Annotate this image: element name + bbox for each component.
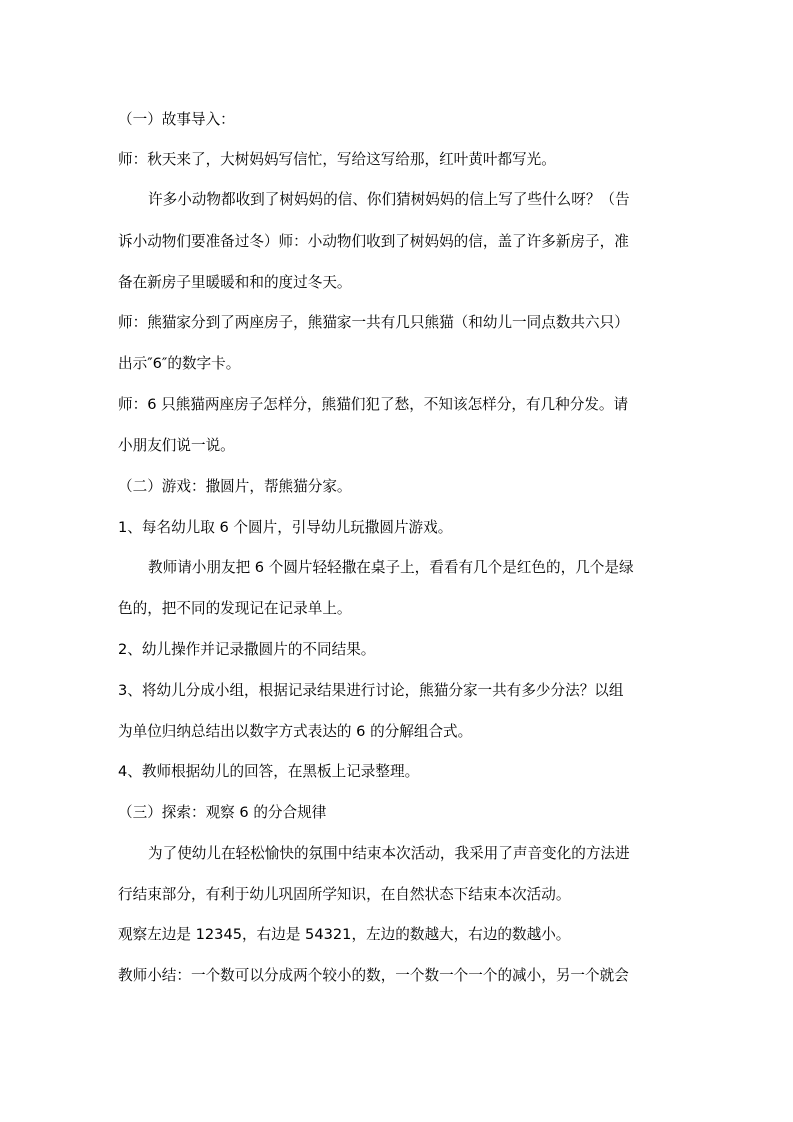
section-heading-game: （二）游戏：撒圆片，帮熊猫分家。 [118,478,352,495]
section-heading-story: （一）故事导入： [118,111,235,128]
paragraph-line: 许多小动物都收到了树妈妈的信、你们猜树妈妈的信上写了些什么呀？（告 [148,191,630,208]
paragraph-line: 4、教师根据幼儿的回答，在黑板上记录整理。 [118,763,420,780]
paragraph-line: 为了使幼儿在轻松愉快的氛围中结束本次活动，我采用了声音变化的方法进 [148,845,630,862]
paragraph-line: 观察左边是 12345，右边是 54321，左边的数越大，右边的数越小。 [118,926,571,943]
paragraph-line: 师：秋天来了，大树妈妈写信忙，写给这写给那，红叶黄叶都写光。 [118,151,556,168]
paragraph-line: 出示″6″的数字卡。 [118,355,241,372]
paragraph-line: 备在新房子里暖暖和和的度过冬天。 [118,274,352,291]
paragraph-line: 色的，把不同的发现记在记录单上。 [118,600,352,617]
paragraph-line: 小朋友们说一说。 [118,437,235,454]
paragraph-line: 3、将幼儿分成小组，根据记录结果进行讨论，熊猫分家一共有多少分法？以组 [118,682,624,699]
paragraph-line: 师：6 只熊猫两座房子怎样分，熊猫们犯了愁，不知该怎样分，有几种分发。请 [118,396,629,413]
paragraph-line: 师：熊猫家分到了两座房子，熊猫家一共有几只熊猫（和幼儿一同点数共六只） [118,314,629,331]
paragraph-line: 教师请小朋友把 6 个圆片轻轻撒在桌子上，看看有几个是红色的，几个是绿 [148,559,634,576]
paragraph-line: 教师小结：一个数可以分成两个较小的数，一个数一个一个的减小，另一个就会 [118,967,629,984]
section-heading-explore: （三）探索：观察 6 的分合规律 [118,804,327,821]
paragraph-line: 为单位归纳总结出以数字方式表达的 6 的分解组合式。 [118,723,473,740]
paragraph-line: 2、幼儿操作并记录撒圆片的不同结果。 [118,641,376,658]
paragraph-line: 诉小动物们要准备过冬）师：小动物们收到了树妈妈的信，盖了许多新房子，准 [118,233,629,250]
paragraph-line: 1、每名幼儿取 6 个圆片，引导幼儿玩撒圆片游戏。 [118,519,453,536]
paragraph-line: 行结束部分，有利于幼儿巩固所学知识，在自然状态下结束本次活动。 [118,886,571,903]
